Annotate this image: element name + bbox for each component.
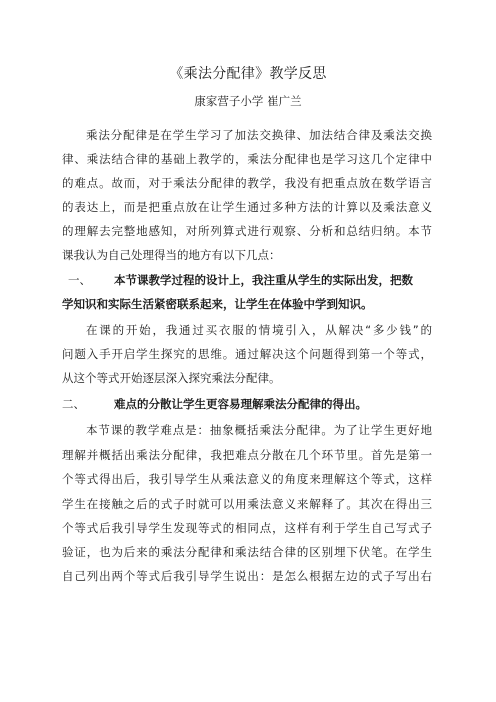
section-heading-2 (62, 395, 432, 413)
paragraph-3-line: 验证，也为后来的乘法分配律和乘法结合律的区别埋下伏笔。在学生 (62, 545, 432, 559)
paragraph-3-line: 自己列出两个等式后我引导学生说出：是怎么根据左边的式子写出右 (62, 569, 432, 583)
paragraph-1-line: 的表达上，而是把重点放在让学生通过多种方法的计算以及乘法意义 (62, 200, 432, 214)
paragraph-1-line: 的理解去完整地感知，对所列算式进行观察、分析和总结归纳。本节 (62, 224, 432, 238)
paragraph-1-line: 乘法分配律是在学生学习了加法交换律、加法结合律及乘法交换 (86, 128, 432, 142)
paragraph-1-line: 律、乘法结合律的基础上教学的，乘法分配律也是学习这几个定律中 (62, 152, 432, 166)
paragraph-2-line: 在课的开始，我通过买衣服的情境引入，从解决“多少钱”的 (86, 323, 432, 337)
paragraph-1-line: 的难点。故而，对于乘法分配律的教学，我没有把重点放在数学语言 (62, 176, 432, 190)
paragraph-2-line: 从这个等式开始逐层深入探究乘法分配律。 (62, 371, 281, 385)
document-title: 《乘法分配律》教学反思 (169, 66, 327, 82)
paragraph-2-line: 问题入手开启学生探究的思维。通过解决这个问题得到第一个等式， (62, 347, 432, 361)
paragraph-1-line: 课我认为自己处理得当的地方有以下几点： (62, 248, 281, 262)
paragraph-3-line: 学生在接触之后的式子时就可以用乘法意义来解释了。其次在得出三 (62, 497, 432, 511)
paragraph-3-line: 个等式后我引导学生发现等式的相同点，这样有利于学生自己写式子 (62, 521, 432, 535)
section-number: 一、 (68, 273, 91, 287)
section-number: 二、 (62, 397, 85, 411)
section-heading-1-cont: 学知识和实际生活紧密联系起来，让学生在体验中学到知识。 (62, 297, 373, 311)
author-byline: 康家营子小学 崔广兰 (194, 94, 302, 108)
section-heading-text: 难点的分散让学生更容易理解乘法分配律的得出。 (114, 397, 367, 411)
paragraph-3-line: 本节课的教学难点是：抽象概括乘法分配律。为了让学生更好地 (86, 423, 432, 437)
paragraph-3-line: 个等式得出后，我引导学生从乘法意义的角度来理解这个等式，这样 (62, 472, 432, 486)
section-heading-text: 本节课教学过程的设计上，我注重从学生的实际出发，把数 (114, 273, 413, 287)
paragraph-3-line: 理解并概括出乘法分配律，我把难点分散在几个环节里。首先是第一 (62, 448, 432, 462)
section-heading-1 (68, 271, 432, 289)
